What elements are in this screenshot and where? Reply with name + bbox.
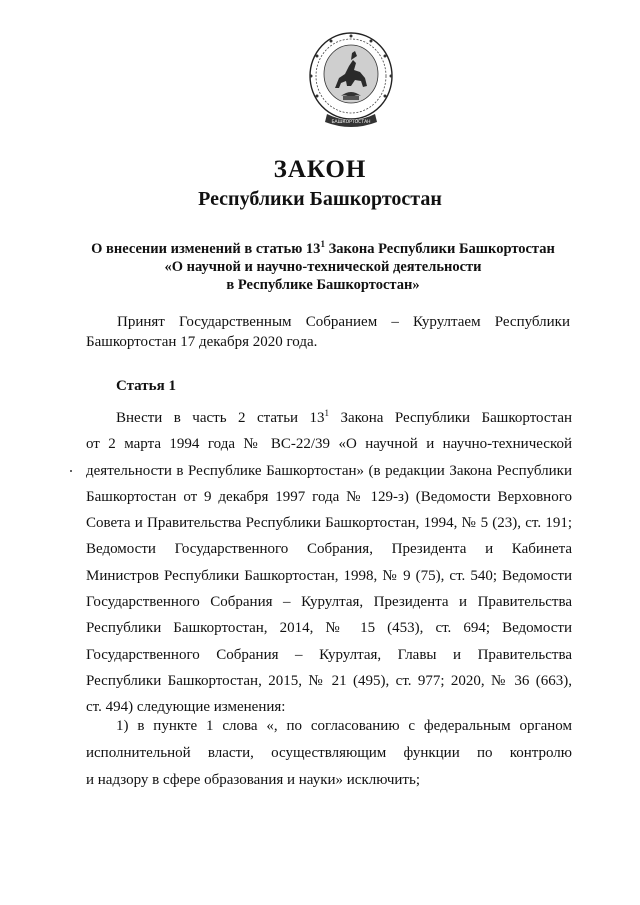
article-heading: Статья 1 bbox=[116, 378, 176, 394]
emblem-ribbon-text: БАШКОРТОСТАН bbox=[331, 120, 371, 125]
article-line: Государственного Собрания – Курултая, Главы и Правительства bbox=[86, 646, 572, 663]
coat-of-arms bbox=[305, 30, 397, 130]
amendment-item-1 bbox=[86, 713, 572, 794]
bashkortostan-coat-of-arms-icon bbox=[305, 30, 397, 130]
subject-line-1-pre: О внесении изменений в статью 13 bbox=[91, 241, 321, 257]
subject-line-2: «О научной и научно-технической деятельности bbox=[164, 259, 482, 275]
item-line: 1) в пункте 1 слова «, по согласованию с федеральным органом bbox=[116, 718, 572, 734]
article-line: ст. 494) следующие изменения: bbox=[86, 699, 286, 716]
adoption-line-1: Принят Государственным Собранием – Курултаем Республики bbox=[117, 314, 570, 330]
subject-line-1-post: Закона Республики Башкортостан bbox=[324, 241, 555, 257]
subject-line-3: в Республике Башкортостан» bbox=[226, 277, 420, 293]
article-line: Республики Башкортостан, 2015, № 21 (495), ст. 977; 2020, № 36 (663), bbox=[86, 672, 572, 689]
adoption-note bbox=[86, 312, 570, 352]
article-line: Совета и Правительства Республики Башкортостан, 1994, № 5 (23), ст. 191; bbox=[86, 515, 572, 532]
adoption-line-2: Башкортостан 17 декабря 2020 года. bbox=[86, 334, 318, 350]
subject-line-1 bbox=[78, 240, 568, 258]
document-title: ЗАКОН bbox=[273, 156, 367, 183]
article-line-1-sup: 1 bbox=[324, 408, 330, 418]
law-subject bbox=[78, 240, 568, 294]
item-line: исполнительной власти, осуществляющим функции по контролю bbox=[86, 745, 572, 761]
article-line bbox=[86, 405, 572, 431]
article-line: от 2 марта 1994 года № ВС-22/39 «О научной и научно-технической bbox=[86, 436, 572, 453]
margin-mark bbox=[70, 470, 72, 472]
article-line: Ведомости Государственного Собрания, Президента и Кабинета bbox=[86, 541, 572, 558]
article-line: Республики Башкортостан, 2014, № 15 (453), ст. 694; Ведомости bbox=[86, 620, 572, 637]
article-line-1-post: Закона Республики Башкортостан bbox=[329, 410, 573, 426]
article-line: Башкортостан от 9 декабря 1997 года № 129-з) (Ведомости Верховного bbox=[86, 488, 572, 505]
article-line: Министров Республики Башкортостан, 1998, № 9 (75), ст. 540; Ведомости bbox=[86, 567, 572, 584]
article-body bbox=[86, 405, 572, 721]
document-subtitle: Республики Башкортостан bbox=[198, 188, 442, 210]
article-line: Государственного Собрания – Курултая, Президента и Правительства bbox=[86, 594, 572, 611]
article-line: деятельности в Республике Башкортостан» (в редакции Закона Республики bbox=[86, 462, 572, 479]
subject-line-1-sup: 1 bbox=[320, 239, 325, 250]
item-line: и надзору в сфере образования и науки» исключить; bbox=[86, 772, 420, 788]
article-line-1-pre: Внести в часть 2 статьи 13 bbox=[116, 410, 325, 426]
